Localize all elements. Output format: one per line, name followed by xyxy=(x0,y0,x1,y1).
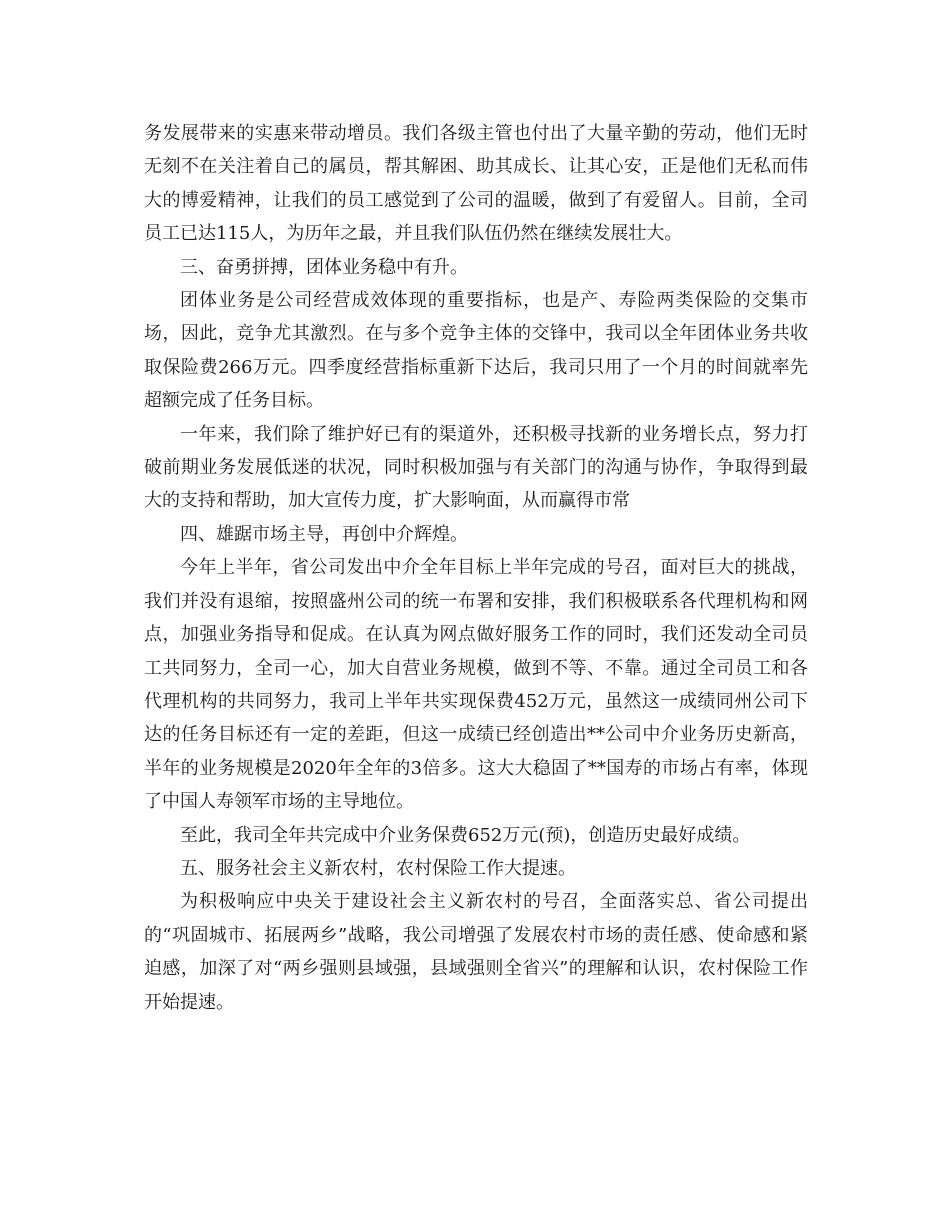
paragraph-1: 务发展带来的实惠来带动增员。我们各级主管也付出了大量辛勤的劳动，他们无时无刻不在关注着自己的属员，帮其解困、助其成长、让其心安，正是他们无私而伟大的博爱精神，让我们的员工感觉到了公司的温暖，做到了有爱留人。目前，全司员工已达115人，为历年之最，并且我们队伍仍然在继续发展壮大。 xyxy=(144,123,808,245)
paragraph-7: 至此，我司全年共完成中介业务保费652万元(预)，创造历史最好成绩。 xyxy=(180,824,751,846)
paragraph-3: 团体业务是公司经营成效体现的重要指标，也是产、寿险两类保险的交集市场，因此，竞争尤其激烈。在与多个竞争主体的交锋中，我司以全年团体业务共收取保险费266万元。四季度经营指标重新下达后，我司只用了一个月的时间就率先超额完成了任务目标。 xyxy=(144,290,808,412)
section-heading-4: 四、雄踞市场主导，再创中介辉煌。 xyxy=(180,523,468,545)
section-heading-3: 三、奋勇拼搏，团体业务稳中有升。 xyxy=(180,256,468,278)
section-heading-5: 五、服务社会主义新农村，农村保险工作大提速。 xyxy=(180,857,576,879)
paragraph-9: 为积极响应中央关于建设社会主义新农村的号召，全面落实总、省公司提出的“巩固城市、拓展两乡”战略，我公司增强了发展农村市场的责任感、使命感和紧迫感，加深了对“两乡强则县域强，县域强则全省兴”的理解和认识，农村保险工作开始提速。 xyxy=(144,891,808,1013)
paragraph-4: 一年来，我们除了维护好已有的渠道外，还积极寻找新的业务增长点，努力打破前期业务发展低迷的状况，同时积极加强与有关部门的沟通与协作，争取得到最大的支持和帮助，加大宣传力度，扩大影响面，从而赢得市常 xyxy=(144,423,808,512)
document-body xyxy=(144,117,808,1019)
paragraph-6: 今年上半年，省公司发出中介全年目标上半年完成的号召，面对巨大的挑战，我们并没有退缩，按照盛州公司的统一布署和安排，我们积极联系各代理机构和网点，加强业务指导和促成。在认真为网点做好服务工作的同时，我们还发动全司员工共同努力，全司一心，加大自营业务规模，做到不等、不靠。通过全司员工和各代理机构的共同努力，我司上半年共实现保费452万元，虽然这一成绩同州公司下达的任务目标还有一定的差距，但这一成绩已经创造出**公司中介业务历史新高，半年的业务规模是2020年全年的3倍多。这大大稳固了**国寿的市场占有率，体现了中国人寿领军市场的主导地位。 xyxy=(144,557,808,813)
